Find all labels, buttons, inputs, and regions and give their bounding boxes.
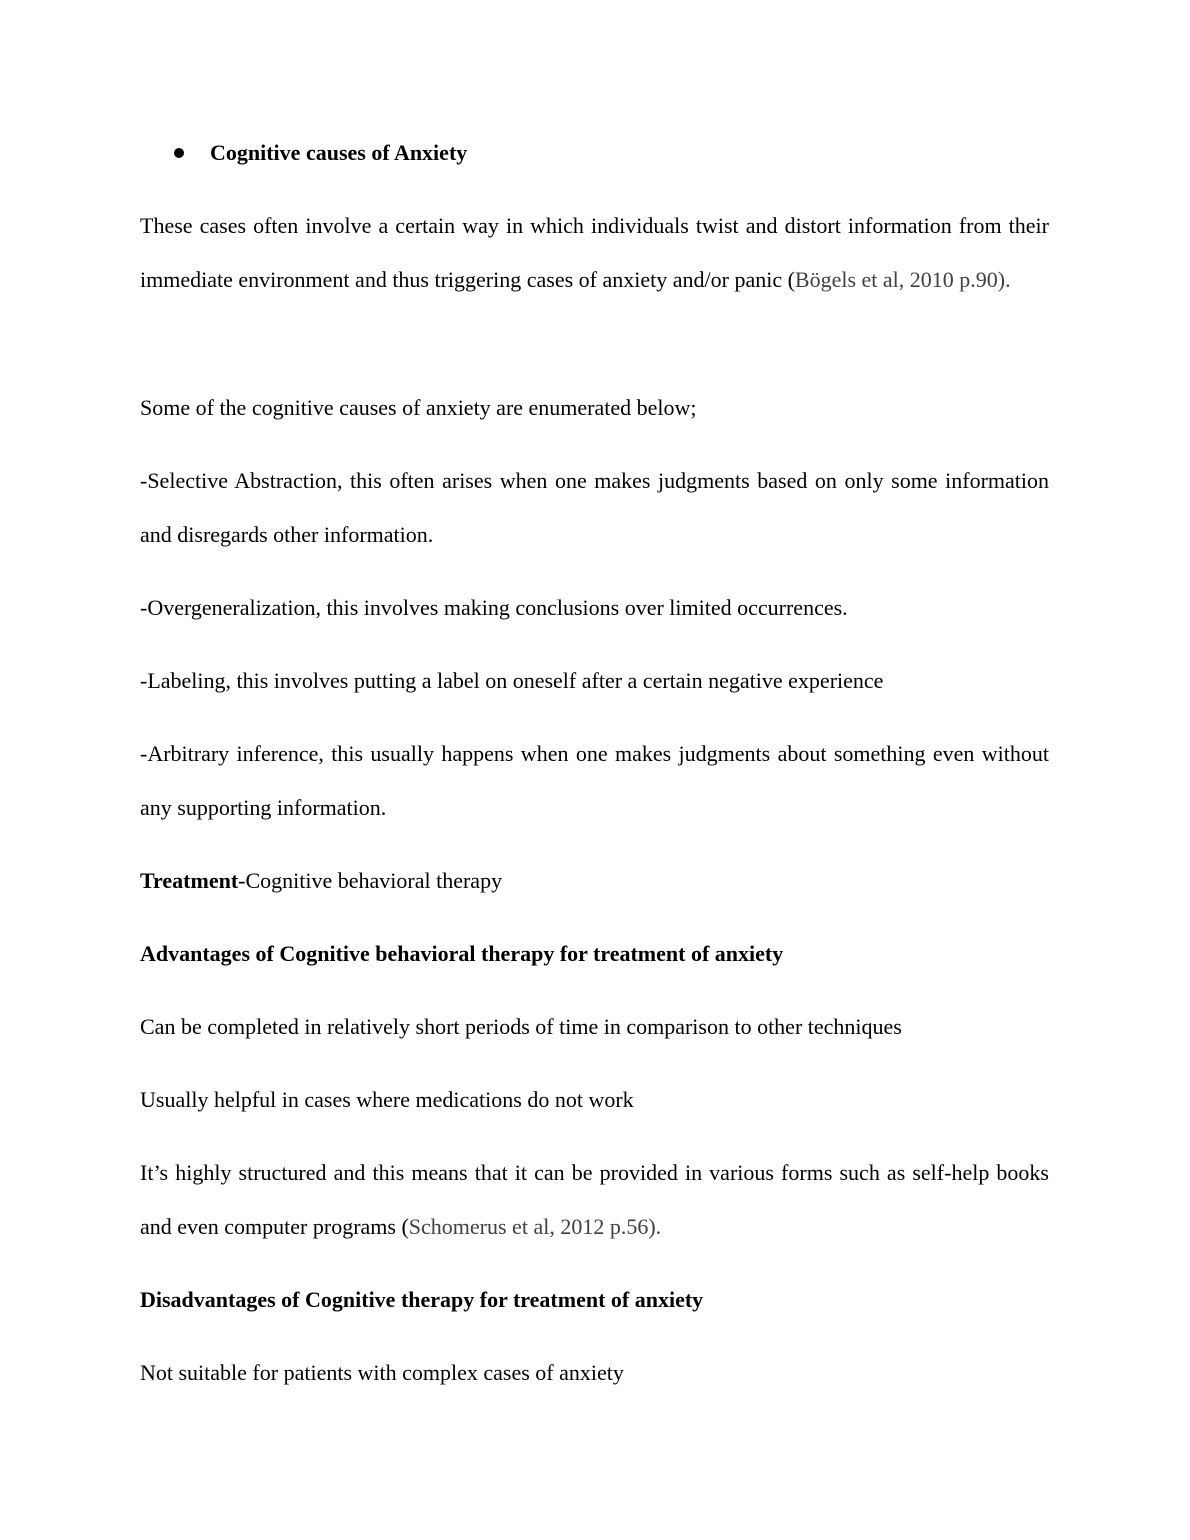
cause-item: -Arbitrary inference, this usually happens when one makes judgments about something even without any supporting information.: [140, 741, 1049, 820]
intro-paragraph: [140, 199, 1049, 307]
structured-suffix: ).: [648, 1214, 662, 1239]
disadvantages-heading: Disadvantages of Cognitive therapy for treatment of anxiety: [140, 1287, 704, 1312]
intro-citation: Bögels et al, 2010 p.90: [794, 267, 998, 292]
structured-citation: Schomerus et al, 2012 p.56: [408, 1214, 649, 1239]
enumeration-lead: Some of the cognitive causes of anxiety are enumerated below;: [140, 395, 697, 420]
advantages-heading: Advantages of Cognitive behavioral therapy for treatment of anxiety: [140, 941, 784, 966]
cause-item: -Selective Abstraction, this often arises when one makes judgments based on only some information and disregards other information.: [140, 468, 1049, 547]
advantage-structured-paragraph: [140, 1146, 1049, 1254]
advantage-item: Usually helpful in cases where medications do not work: [140, 1087, 634, 1112]
intro-text: These cases often involve a certain way in which individuals twist and distort information from their immediate environment and thus triggering cases of anxiety and/or panic (: [140, 213, 1049, 292]
treatment-label: Treatment: [140, 868, 239, 893]
advantage-item: Can be completed in relatively short periods of time in comparison to other techniques: [140, 1014, 902, 1039]
disadvantage-item: Not suitable for patients with complex cases of anxiety: [140, 1360, 624, 1385]
treatment-value: -Cognitive behavioral therapy: [238, 868, 503, 893]
cause-item: -Labeling, this involves putting a label on oneself after a certain negative experience: [140, 668, 884, 693]
structured-text: It’s highly structured and this means that it can be provided in various forms such as self-help books and even computer programs (: [140, 1160, 1049, 1239]
bullet-icon: [174, 148, 184, 158]
treatment-line: [140, 854, 1049, 908]
intro-suffix: ).: [997, 267, 1011, 292]
cause-item: -Overgeneralization, this involves making conclusions over limited occurrences.: [140, 595, 848, 620]
section-heading: Cognitive causes of Anxiety: [210, 140, 468, 165]
